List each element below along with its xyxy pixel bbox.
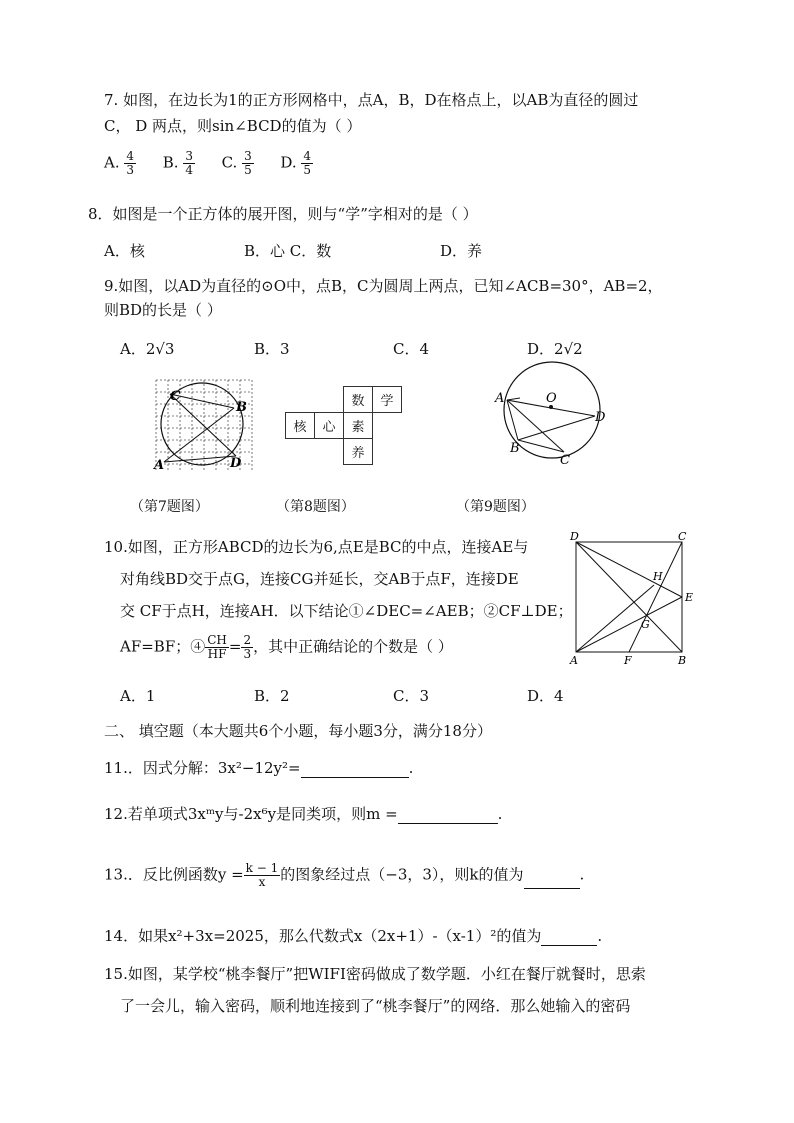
q8-option-bc: B．心 C．数 <box>244 242 332 260</box>
net-cell: 素 <box>344 413 373 439</box>
figure-7-grid-circle <box>150 376 260 476</box>
q11: 11.．因式分解：3x²−12y²= . <box>104 759 414 777</box>
net-cell: 心 <box>315 413 344 439</box>
figure-8-cube-net <box>285 386 402 465</box>
q8-text: 8．如图是一个正方体的展开图，则与“学”字相对的是（ ） <box>88 205 478 223</box>
q10-line1: 10.如图，正方形ABCD的边长为6,点E是BC的中点，连接AE与 <box>104 538 529 556</box>
caption-fig7: （第7题图） <box>130 499 209 515</box>
q7-line1: 7. 如图，在边长为1的正方形网格中，点A，B，D在格点上，以AB为直径的圆过 <box>104 91 639 109</box>
q7-options <box>104 150 334 177</box>
q13: 13.．反比例函数y = $\frac{k - 1}{x}$ 的图象经过点（−3，3），则k的值为 . <box>104 861 585 889</box>
fig10-label-g: G <box>641 618 650 631</box>
fraction-2-3: $\frac{2}{3}$ <box>243 633 252 661</box>
q13-answer-blank[interactable] <box>524 872 580 889</box>
q10-option-d: D．4 <box>527 687 564 705</box>
figure-9-circle <box>490 360 620 470</box>
net-cell: 学 <box>373 387 402 413</box>
net-cell: 数 <box>344 387 373 413</box>
fig7-label-c: C <box>170 389 181 404</box>
fig10-label-c: C <box>678 530 687 543</box>
q9-line2: 则BD的长是（ ） <box>104 301 222 319</box>
q10-option-c: C．3 <box>393 687 430 705</box>
fraction-ch-hf: $\frac{CH}{HF}$ <box>207 633 227 661</box>
q9-option-c: C．4 <box>393 340 430 358</box>
figure-10-square <box>566 530 700 670</box>
q8-option-a: A．核 <box>104 242 145 260</box>
caption-fig8: （第8题图） <box>276 499 355 515</box>
q12: 12.若单项式3xᵐy与-2x⁶y是同类项，则m = . <box>104 805 503 823</box>
fig9-label-c: C <box>560 453 570 468</box>
q7-line2: C， D 两点，则sin∠BCD的值为（ ） <box>104 117 362 135</box>
q11-answer-blank[interactable] <box>301 761 409 778</box>
q14: 14．如果x²+3x=2025，那么代数式x（2x+1）-（x-1）²的值为 . <box>104 927 603 945</box>
fig9-label-o: O <box>546 391 557 406</box>
fig7-label-a: A <box>154 458 165 473</box>
q7-option-d: D. $\frac{4}{5}$ <box>280 149 312 177</box>
fig10-label-e: E <box>685 591 694 604</box>
fig10-label-b: B <box>678 654 687 667</box>
fig7-label-d: D <box>230 456 242 471</box>
q10-option-a: A．1 <box>120 687 156 705</box>
q10-line4: AF=BF；④ $\frac{CH}{HF}$ = $\frac{2}{3}$ ，其中正确结论的个数是（ ） <box>120 633 453 661</box>
caption-fig9: （第9题图） <box>456 499 535 515</box>
fig10-label-f: F <box>624 654 632 667</box>
q12-answer-blank[interactable] <box>398 807 498 824</box>
q9-line1: 9.如图，以AD为直径的⊙O中，点B，C为圆周上两点，已知∠ACB=30°，AB=2， <box>104 277 663 295</box>
q14-answer-blank[interactable] <box>541 929 597 946</box>
fraction-k-minus-1-over-x: $\frac{k - 1}{x}$ <box>245 861 279 889</box>
q10-option-b: B．2 <box>254 687 290 705</box>
q8-option-d: D．养 <box>440 242 483 260</box>
q15-line2: 了一会儿，输入密码，顺利地连接到了“桃李餐厅”的网络．那么她输入的密码 <box>120 997 631 1015</box>
net-cell: 核 <box>286 413 315 439</box>
q7-option-b: B. $\frac{3}{4}$ <box>162 149 193 177</box>
fig10-label-h: H <box>653 570 663 583</box>
q9-option-a: A．2√3 <box>120 340 175 358</box>
q9-option-b: B．3 <box>254 340 290 358</box>
fig9-label-d: D <box>595 410 606 425</box>
q9-option-d: D．2√2 <box>527 340 583 358</box>
fig7-label-b: B <box>236 400 247 415</box>
fig10-label-a: A <box>570 654 578 667</box>
net-cell: 养 <box>344 439 373 465</box>
q7-option-c: C. $\frac{3}{5}$ <box>221 149 252 177</box>
q10-line3: 交 CF于点H，连接AH．以下结论①∠DEC=∠AEB；②CF⊥DE； <box>120 602 573 620</box>
fig9-label-b: B <box>510 441 520 456</box>
section-2-heading: 二、 填空题（本大题共6个小题，每小题3分，满分18分） <box>104 722 492 740</box>
q10-line2: 对角线BD交于点G，连接CG并延长，交AB于点F，连接DE <box>120 570 519 588</box>
fig9-label-a: A <box>495 391 505 406</box>
q15-line1: 15.如图，某学校“桃李餐厅”把WIFI密码做成了数学题．小红在餐厅就餐时，思索 <box>104 965 646 983</box>
fig10-label-d: D <box>570 530 579 543</box>
q7-option-a: A. $\frac{4}{3}$ <box>104 149 135 177</box>
